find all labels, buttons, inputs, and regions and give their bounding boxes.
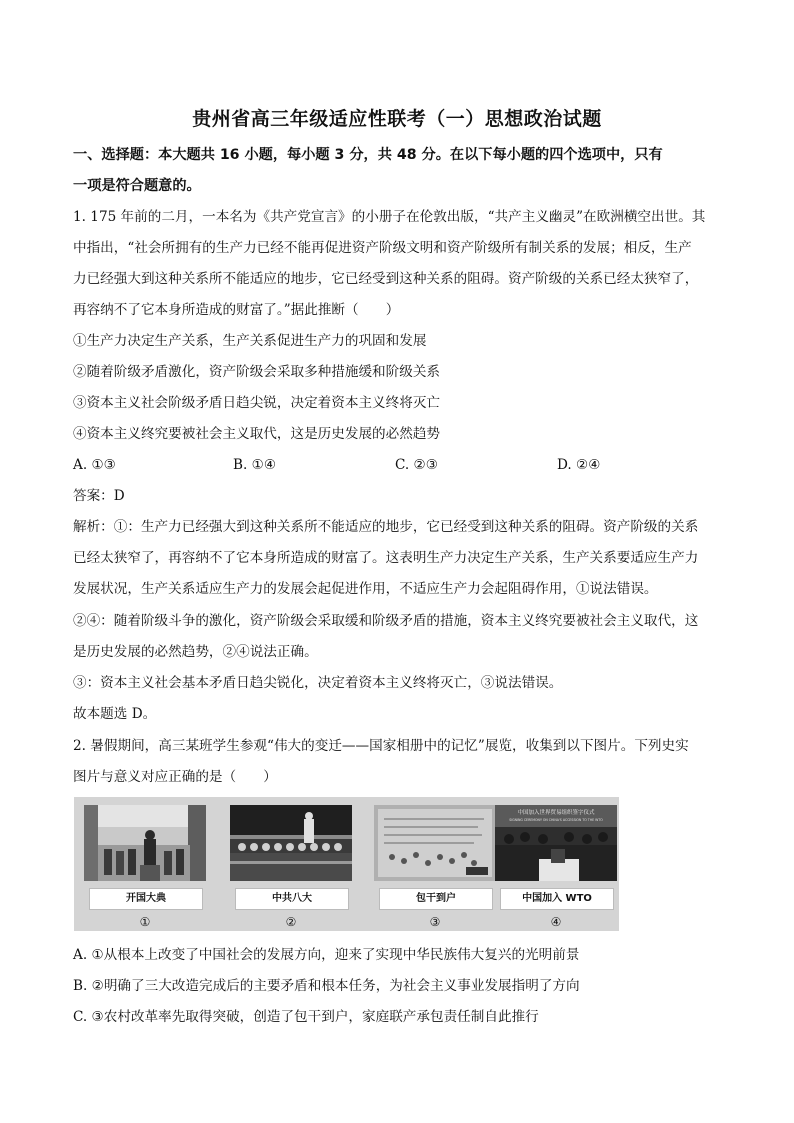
q1-item-1: ①生产力决定生产关系，生产关系促进生产力的巩固和发展 [73, 333, 427, 349]
q1-item-3: ③资本主义社会阶级矛盾日趋尖锐，决定着资本主义终将灭亡 [73, 395, 441, 411]
panel-caption: 中共八大 [235, 888, 349, 910]
panel-caption: 开国大典 [89, 888, 203, 910]
founding-ceremony-photo [84, 805, 206, 881]
q1-analysis-line: ②④：随着阶级斗争的激化，资产阶级会采取缓和阶级矛盾的措施，资本主义终究要被社会主义取代，这 [73, 613, 699, 629]
history-photo-figure [74, 797, 619, 931]
q2-stem-line: 2. 暑假期间，高三某班学生参观“伟大的变迁——国家相册中的记忆”展览，收集到以下图片。下列史实 [73, 738, 689, 754]
wto-banner-en: SIGNING CEREMONY ON CHINA'S ACCESSION TO THE WTO [509, 818, 603, 822]
section-heading-line-2: 一项是符合题意的。 [73, 178, 201, 194]
panel-number: ④ [550, 915, 562, 929]
q2-stem-line: 图片与意义对应正确的是（ ） [73, 769, 277, 785]
contract-document-photo [374, 805, 496, 881]
q1-option-d: D. ②④ [557, 457, 601, 473]
q1-item-4: ④资本主义终究要被社会主义取代，这是历史发展的必然趋势 [73, 426, 441, 442]
q1-option-a: A. ①③ [73, 457, 116, 473]
q2-option-c: C. ③农村改革率先取得突破，创造了包干到户，家庭联产承包责任制自此推行 [73, 1009, 539, 1025]
q1-analysis-line: 是历史发展的必然趋势，②④说法正确。 [73, 644, 318, 660]
q1-stem-line: 再容纳不了它本身所造成的财富了。”据此推断（ ） [73, 302, 400, 318]
panel-number: ③ [429, 915, 441, 929]
eighth-congress-photo [230, 805, 352, 881]
q2-option-a: A. ①从根本上改变了中国社会的发展方向，迎来了实现中华民族伟大复兴的光明前景 [73, 947, 580, 963]
q1-analysis-line: 故本题选 D。 [73, 706, 157, 722]
wto-banner-cn: 中国加入世界贸易组织签字仪式 [517, 810, 595, 816]
q1-analysis-line: 已经太狭窄了，再容纳不了它本身所造成的财富了。这表明生产力决定生产关系，生产关系要适应生产力 [73, 550, 699, 566]
q1-option-c: C. ②③ [395, 457, 438, 473]
panel-number: ① [139, 915, 151, 929]
q1-item-2: ②随着阶级矛盾激化，资产阶级会采取多种措施缓和阶级关系 [73, 364, 441, 380]
q1-option-b: B. ①④ [233, 457, 277, 473]
q1-analysis-line: 解析：①：生产力已经强大到这种关系所不能适应的地步，它已经受到这种关系的阻碍。资产阶级的关系 [73, 519, 699, 535]
q1-stem-line: 1. 175 年前的二月，一本名为《共产党宣言》的小册子在伦敦出版，“共产主义幽灵”在欧洲横空出世。其 [73, 209, 706, 225]
q1-stem-line: 中指出，“社会所拥有的生产力已经不能再促进资产阶级文明和资产阶级所有制关系的发展；相反，生产 [73, 240, 692, 256]
page-title: 贵州省高三年级适应性联考（一）思想政治试题 [192, 108, 602, 130]
wto-signing-photo [495, 805, 617, 881]
q1-stem-line: 力已经强大到这种关系所不能适应的地步，它已经受到这种关系的阻碍。资产阶级的关系已经太狭窄了， [73, 271, 699, 287]
panel-number: ② [285, 915, 297, 929]
panel-caption: 包干到户 [379, 888, 493, 910]
panel-caption: 中国加入 WTO [500, 888, 614, 910]
q1-analysis-line: ③：资本主义社会基本矛盾日趋尖锐化，决定着资本主义终将灭亡，③说法错误。 [73, 675, 563, 691]
q2-option-b: B. ②明确了三大改造完成后的主要矛盾和根本任务，为社会主义事业发展指明了方向 [73, 978, 580, 994]
q1-answer: 答案：D [73, 488, 125, 504]
section-heading-line-1: 一、选择题：本大题共 16 小题，每小题 3 分，共 48 分。在以下每小题的四个选项中，只有 [73, 147, 663, 163]
q1-analysis-line: 发展状况，生产关系适应生产力的发展会起促进作用，不适应生产力会起阻碍作用，①说法错误。 [73, 581, 658, 597]
